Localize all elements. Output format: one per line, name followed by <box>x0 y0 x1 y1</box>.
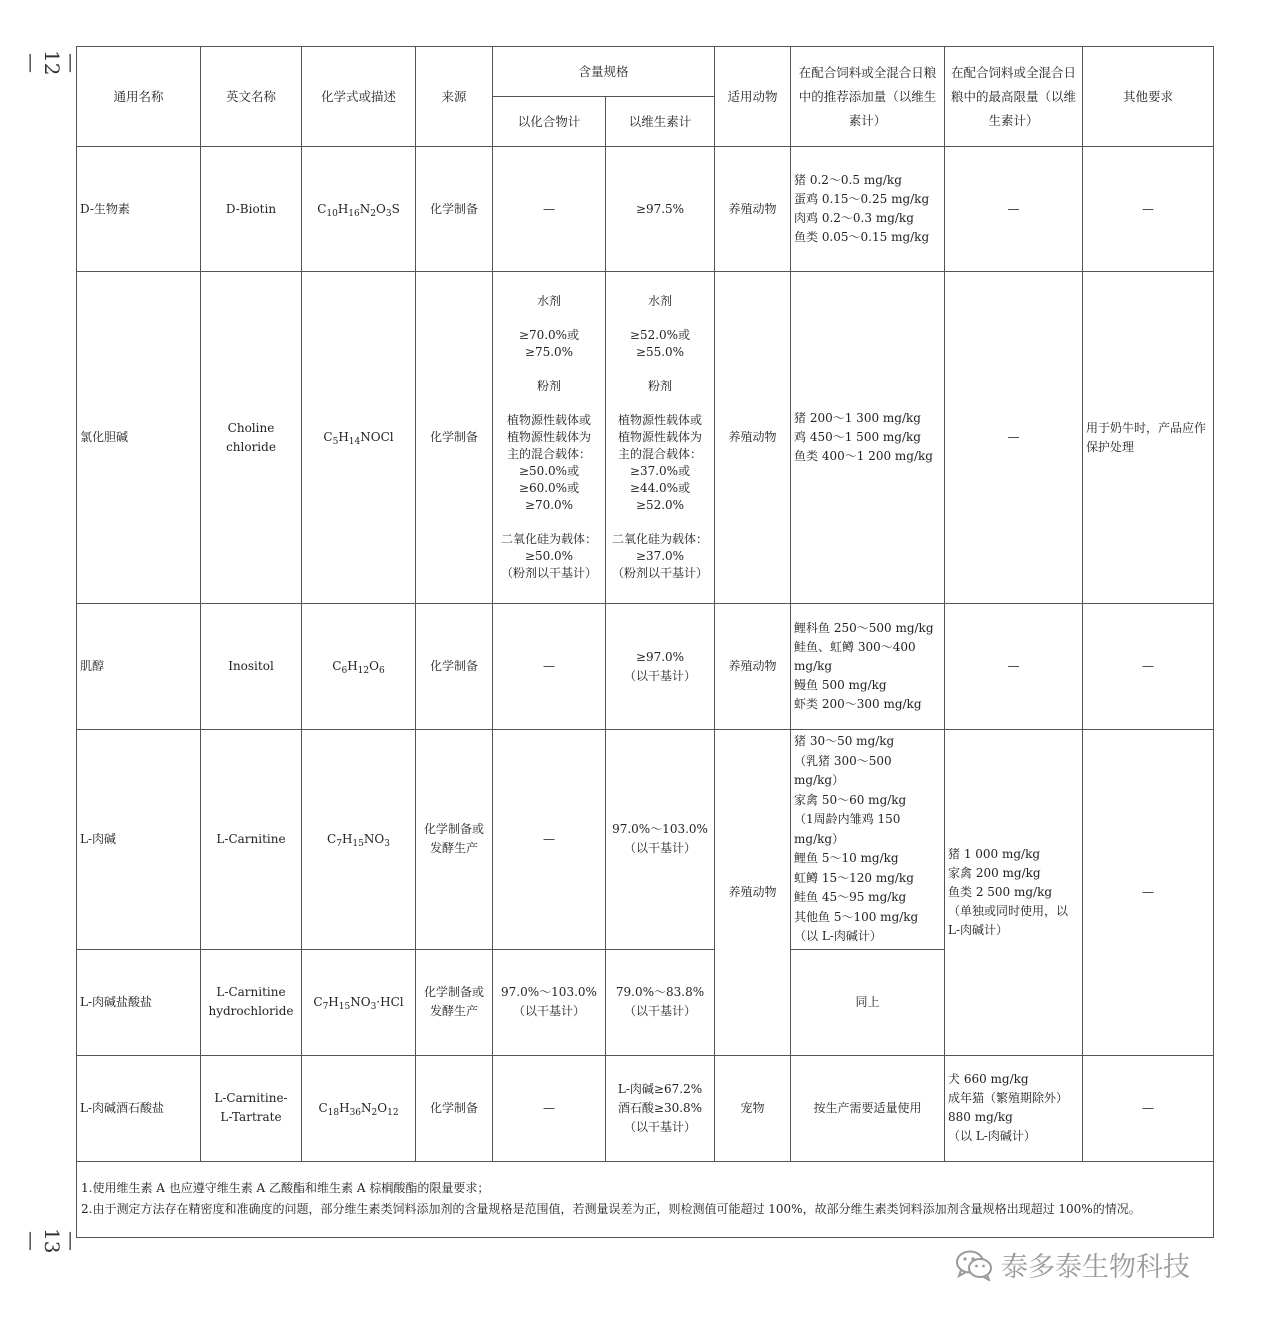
cell-english: L-Carnitine hydrochloride <box>201 949 302 1055</box>
cell-other: — <box>1083 604 1214 730</box>
cell-by-vitamin: ≥97.0% （以干基计） <box>606 604 715 730</box>
table-row <box>77 604 1214 730</box>
header-content-spec: 含量规格 <box>493 47 715 97</box>
cell-by-vitamin: L-肉碱≥67.2% 酒石酸≥30.8% （以干基计） <box>606 1055 715 1161</box>
cell-english: Choline chloride <box>201 272 302 604</box>
header-common-name: 通用名称 <box>77 47 201 147</box>
cell-name: L-肉碱酒石酸盐 <box>77 1055 201 1161</box>
cell-animals: 养殖动物 <box>715 730 791 1056</box>
header-other: 其他要求 <box>1083 47 1214 147</box>
cell-source: 化学制备或 发酵生产 <box>416 730 493 950</box>
cell-formula: $C_7H_{15}NO_3$ <box>302 730 416 950</box>
cell-max-limit: — <box>945 147 1083 272</box>
cell-english: L-Carnitine <box>201 730 302 950</box>
cell-formula: $C_{10}H_{16}N_2O_3S$ <box>302 147 416 272</box>
cell-max-limit: 猪 1 000 mg/kg 家禽 200 mg/kg 鱼类 2 500 mg/kg （单独或同时使用，以L-肉碱计） <box>945 730 1083 1056</box>
header-english-name: 英文名称 <box>201 47 302 147</box>
cell-name: 氯化胆碱 <box>77 272 201 604</box>
cell-max-limit: 犬 660 mg/kg 成年猫（繁殖期除外） 880 mg/kg （以 L-肉碱计） <box>945 1055 1083 1161</box>
cell-source: 化学制备 <box>416 272 493 604</box>
cell-formula: $C_5H_{14}NOCl$ <box>302 272 416 604</box>
cell-name: D-生物素 <box>77 147 201 272</box>
cell-other: — <box>1083 730 1214 1056</box>
cell-by-compound: 97.0%～103.0% （以干基计） <box>493 949 606 1055</box>
cell-source: 化学制备 <box>416 147 493 272</box>
cell-name: 肌醇 <box>77 604 201 730</box>
cell-by-compound: — <box>493 730 606 950</box>
header-recommended: 在配合饲料或全混合日粮中的推荐添加量（以维生素计） <box>791 47 945 147</box>
header-max-limit: 在配合饲料或全混合日粮中的最高限量（以维生素计） <box>945 47 1083 147</box>
page-number-top: — 12 — <box>20 50 84 76</box>
cell-by-compound: — <box>493 1055 606 1161</box>
cell-by-compound: — <box>493 604 606 730</box>
table-notes-row <box>77 1161 1214 1237</box>
table-row <box>77 730 1214 950</box>
cell-animals: 养殖动物 <box>715 272 791 604</box>
cell-max-limit: — <box>945 272 1083 604</box>
cell-by-vitamin: 97.0%～103.0% （以干基计） <box>606 730 715 950</box>
cell-recommended: 猪 0.2～0.5 mg/kg 蛋鸡 0.15～0.25 mg/kg 肉鸡 0.2～0.3 mg/kg 鱼类 0.05～0.15 mg/kg <box>791 147 945 272</box>
cell-recommended: 猪 30～50 mg/kg （乳猪 300～500 mg/kg） 家禽 50～60 mg/kg （1周龄内雏鸡 150 mg/kg） 鲤鱼 5～10 mg/kg 虹鳟 15～120 mg/kg 鲑鱼 45～95 mg/kg 其他鱼 5～100 mg/kg （以 L-肉碱计） <box>791 730 945 950</box>
cell-source: 化学制备 <box>416 1055 493 1161</box>
header-formula: 化学式或描述 <box>302 47 416 147</box>
table-row <box>77 1055 1214 1161</box>
cell-english: L-Carnitine- L-Tartrate <box>201 1055 302 1161</box>
table-row <box>77 272 1214 604</box>
cell-recommended: 鲤科鱼 250～500 mg/kg 鲑鱼、虹鳟 300～400 mg/kg 鳗鱼 500 mg/kg 虾类 200～300 mg/kg <box>791 604 945 730</box>
cell-by-compound: — <box>493 147 606 272</box>
header-by-vitamin: 以维生素计 <box>606 97 715 147</box>
cell-by-vitamin: 水剂 ≥52.0%或 ≥55.0% 粉剂 植物源性载体或 植物源性载体为 主的混合载体： ≥37.0%或 ≥44.0%或 ≥52.0% 二氧化硅为载体： ≥37.0% （粉剂以干基计） <box>606 272 715 604</box>
table-row <box>77 147 1214 272</box>
page-number-bottom: — 13 — <box>20 1228 84 1254</box>
cell-english: D-Biotin <box>201 147 302 272</box>
cell-recommended: 按生产需要适量使用 <box>791 1055 945 1161</box>
cell-name: L-肉碱 <box>77 730 201 950</box>
cell-by-vitamin: 79.0%～83.8% （以干基计） <box>606 949 715 1055</box>
cell-animals: 养殖动物 <box>715 147 791 272</box>
watermark-text: 泰多泰生物科技 <box>1001 1252 1190 1283</box>
cell-formula: $C_{18}H_{36}N_2O_{12}$ <box>302 1055 416 1161</box>
cell-name: L-肉碱盐酸盐 <box>77 949 201 1055</box>
cell-source: 化学制备 <box>416 604 493 730</box>
cell-formula: $C_7H_{15}NO_3\cdot HCl$ <box>302 949 416 1055</box>
cell-recommended: 猪 200～1 300 mg/kg 鸡 450～1 500 mg/kg 鱼类 400～1 200 mg/kg <box>791 272 945 604</box>
cell-other: 用于奶牛时，产品应作保护处理 <box>1083 272 1214 604</box>
header-by-compound: 以化合物计 <box>493 97 606 147</box>
cell-other: — <box>1083 147 1214 272</box>
watermark <box>955 1245 1190 1284</box>
cell-source: 化学制备或 发酵生产 <box>416 949 493 1055</box>
note-2: 2.由于测定方法存在精密度和准确度的问题，部分维生素类饲料添加剂的含量规格是范围值，若测量误差为正，则检测值可能超过 100%，故部分维生素类饲料添加剂含量规格出现超过 100%的情况。 <box>81 1202 1141 1216</box>
cell-by-compound: 水剂 ≥70.0%或 ≥75.0% 粉剂 植物源性载体或 植物源性载体为 主的混合载体： ≥50.0%或 ≥60.0%或 ≥70.0% 二氧化硅为载体： ≥50.0% （粉剂以干基计） <box>493 272 606 604</box>
cell-animals: 养殖动物 <box>715 604 791 730</box>
cell-animals: 宠物 <box>715 1055 791 1161</box>
vitamin-spec-table <box>76 46 1214 1238</box>
header-animals: 适用动物 <box>715 47 791 147</box>
table-notes <box>77 1161 1214 1237</box>
cell-recommended: 同上 <box>791 949 945 1055</box>
cell-formula: $C_6H_{12}O_6$ <box>302 604 416 730</box>
cell-max-limit: — <box>945 604 1083 730</box>
cell-other: — <box>1083 1055 1214 1161</box>
wechat-icon <box>955 1249 993 1281</box>
cell-english: Inositol <box>201 604 302 730</box>
cell-by-vitamin: ≥97.5% <box>606 147 715 272</box>
header-source: 来源 <box>416 47 493 147</box>
note-1: 1.使用维生素 A 也应遵守维生素 A 乙酸酯和维生素 A 棕榈酸酯的限量要求； <box>81 1181 490 1195</box>
